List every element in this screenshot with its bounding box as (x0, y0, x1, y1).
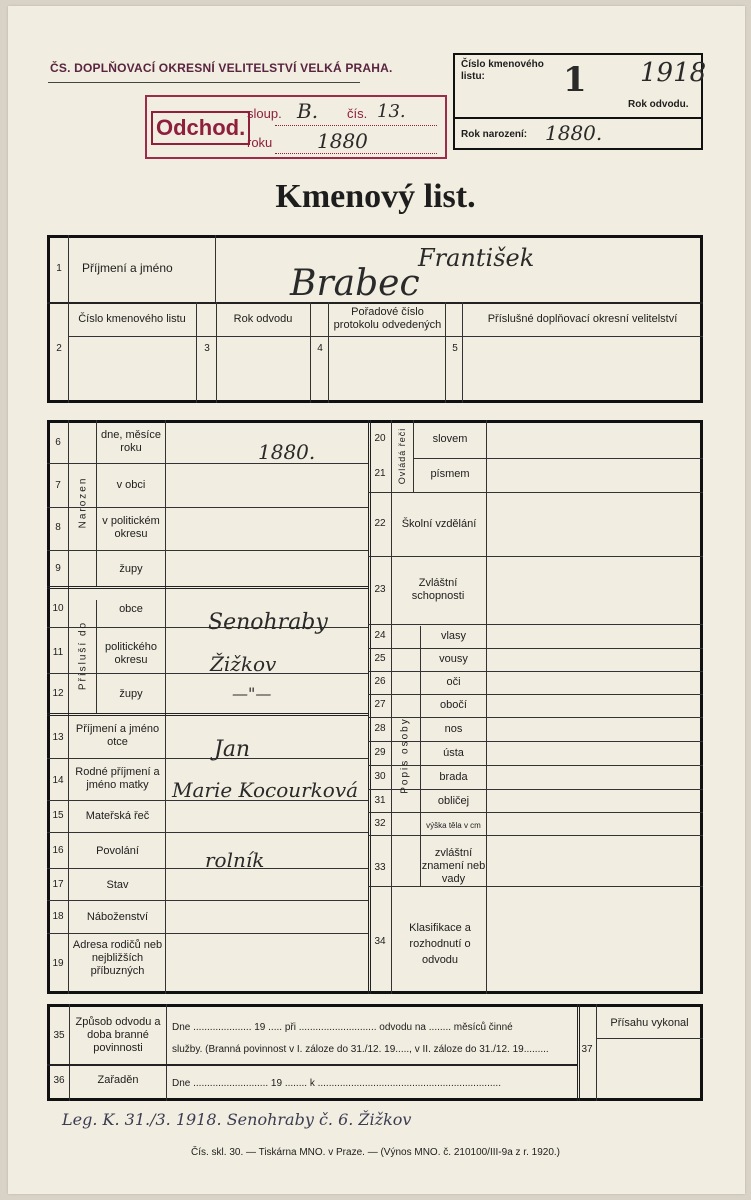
row-33-number: 33 (374, 862, 386, 873)
row-18-label: Náboženství (86, 911, 149, 923)
main-table-rule (413, 420, 414, 492)
row-8-number: 8 (55, 522, 61, 533)
row-35-number: 35 (53, 1030, 65, 1041)
group-popis: Popis osoby (399, 717, 411, 794)
row-31-label: obličej (437, 795, 470, 807)
row-36-number: 36 (53, 1075, 65, 1086)
stamp-cis-value: 13. (377, 101, 406, 122)
main-table-rule (47, 713, 368, 716)
row-27-label: obočí (440, 699, 467, 711)
row-10-label: obce (119, 603, 143, 615)
bottom-table-rule (596, 1038, 703, 1039)
row-26-number: 26 (374, 676, 386, 687)
row-13-label: Příjmení a jméno otce (75, 723, 160, 748)
row-15-label: Mateřská řeč (85, 810, 150, 822)
main-table-rule (368, 789, 703, 790)
row-6-value: 1880. (258, 440, 316, 464)
row-35-line-2: služby. (Branná povinnost v I. záloze do 31./12. 19....., v II. záloze do 31./12. 19......... (172, 1044, 549, 1055)
rok-odvodu-label: Rok odvodu. (628, 99, 689, 110)
row-32-number: 32 (374, 818, 386, 829)
row-1-label: Příjmení a jméno (82, 261, 173, 275)
row-35-line-1: Dne ..................... 19 ..... při ............................ odvodu na ........ měsíců činné (172, 1022, 513, 1033)
bottom-table-rule (69, 1004, 70, 1101)
row-21-number: 21 (374, 468, 386, 479)
row-30-label: brada (439, 771, 468, 783)
row-33-label: zvláštní znamení neb vady (421, 847, 486, 885)
main-table-rule (368, 671, 703, 672)
row-17-label: Stav (106, 879, 129, 891)
col-header-velitelstvi: Příslušné doplňovací okresní velitelství (487, 313, 678, 325)
cislo-listu-label: Číslo kmenového listu: (461, 59, 544, 82)
row-27-number: 27 (374, 699, 386, 710)
row-20-number: 20 (374, 433, 386, 444)
cislo-listu-value: 1 (563, 60, 587, 100)
row-25-label: vousy (439, 653, 468, 665)
main-table-rule (47, 933, 368, 934)
row-2-number: 2 (56, 343, 62, 354)
stamp-line (275, 125, 437, 126)
stamp-cis-label: čís. (347, 106, 368, 121)
main-table-rule (47, 586, 368, 589)
row-7-label: v obci (116, 479, 146, 491)
header-box-divider (453, 117, 703, 119)
main-table-rule (368, 624, 703, 625)
top-table-rule (68, 336, 703, 337)
main-table-rule (47, 673, 368, 674)
row-24-number: 24 (374, 630, 386, 641)
row-9-number: 9 (55, 563, 61, 574)
row-11-value: Žižkov (210, 652, 277, 676)
row-24-label: vlasy (440, 630, 467, 642)
row-37-number: 37 (581, 1044, 593, 1055)
row-9-label: župy (119, 563, 143, 575)
stamp-roku-label: roku (247, 135, 273, 150)
bottom-table-rule (166, 1004, 167, 1101)
row-13-number: 13 (52, 732, 64, 743)
row-12-value: —"— (232, 684, 272, 703)
row-6-label: dne, měsíce roku (101, 429, 161, 454)
row-37-label: Přísahu vykonal (610, 1017, 689, 1029)
row-26-label: oči (446, 676, 461, 688)
row-22-number: 22 (374, 518, 386, 529)
row-35-label: Způsob odvodu a doba branné povinnosti (75, 1016, 161, 1054)
main-table-rule (391, 420, 392, 994)
row-10-value: Senohraby (208, 610, 328, 635)
main-table-rule (368, 556, 703, 557)
main-table-rule (368, 694, 703, 695)
rok-narozeni-label: Rok narození: (461, 129, 528, 140)
given-name-value: František (418, 244, 535, 272)
row-8-label: v politickém okresu (102, 515, 160, 540)
group-narozen: Narozen (77, 476, 89, 529)
main-table-rule (368, 741, 703, 742)
row-28-label: nos (444, 723, 463, 735)
odchod-stamp (145, 95, 447, 159)
main-table-rule (368, 648, 703, 649)
main-table-rule (47, 758, 368, 759)
row-19-label: Adresa rodičů neb nejbližších příbuzných (72, 939, 163, 977)
row-16-label: Povolání (96, 845, 139, 857)
row-23-label: Zvláštní schopnosti (411, 577, 465, 602)
row-1-number: 1 (56, 263, 62, 274)
stamp-title: Odchod. (151, 111, 250, 145)
row-21-label: písmem (430, 468, 470, 480)
main-table-rule (368, 717, 703, 718)
row-12-number: 12 (52, 688, 64, 699)
row-13-value: Jan (214, 737, 251, 762)
col-header-poradove: Pořadové číslo protokolu odvedených (333, 306, 442, 331)
top-table-rule (196, 302, 197, 403)
bottom-table-rule (47, 1064, 578, 1066)
row-11-label: politického okresu (105, 641, 157, 666)
row-29-label: ústa (443, 747, 464, 759)
surname-value: Brabec (290, 263, 420, 304)
row-34-number: 34 (374, 936, 386, 947)
row-31-number: 31 (374, 795, 386, 806)
col-header-rok: Rok odvodu (233, 313, 293, 325)
main-table-rule (47, 550, 368, 551)
row-16-value: rolník (205, 848, 265, 872)
row-34-label: Klasifikace a rozhodnutí o odvodu (409, 922, 471, 966)
main-table-rule (368, 765, 703, 766)
row-3-number: 3 (204, 343, 210, 354)
office-underline (48, 82, 360, 83)
stamp-roku-value: 1880 (317, 129, 368, 153)
main-table-rule (413, 458, 703, 459)
office-name: ČS. DOPLŇOVACÍ OKRESNÍ VELITELSTVÍ VELKÁ PRAHA. (50, 61, 393, 75)
row-22-label: Školní vzdělání (401, 518, 477, 530)
stamp-sloup-value: B. (297, 99, 319, 123)
group-ovlada: Ovládá řeči (397, 427, 407, 485)
row-10-number: 10 (52, 603, 64, 614)
row-5-number: 5 (452, 343, 458, 354)
main-table-rule (47, 900, 368, 901)
row-30-number: 30 (374, 771, 386, 782)
main-table-rule (368, 812, 703, 813)
main-table-rule (47, 463, 368, 464)
row-6-number: 6 (55, 437, 61, 448)
main-table-rule (368, 835, 703, 836)
row-15-number: 15 (52, 810, 64, 821)
main-table-rule (47, 832, 368, 833)
main-table-rule (47, 507, 368, 508)
print-footer: Čís. skl. 30. — Tiskárna MNO. v Praze. — (Výnos MNO. č. 210100/III-9a z r. 1920.) (190, 1147, 560, 1158)
row-4-number: 4 (317, 343, 323, 354)
stamp-sloup-label: sloup. (247, 106, 282, 121)
row-28-number: 28 (374, 723, 386, 734)
row-14-value: Marie Kocourková (172, 778, 359, 802)
main-table-rule (368, 886, 703, 887)
row-14-number: 14 (52, 775, 64, 786)
row-32-label: výška těla v cm (426, 821, 481, 830)
row-17-number: 17 (52, 879, 64, 890)
row-7-number: 7 (55, 480, 61, 491)
row-12-label: župy (119, 688, 143, 700)
row-36-label: Zařaděn (97, 1074, 139, 1086)
handwritten-note: Leg. K. 31./3. 1918. Senohraby č. 6. Žižkov (62, 1110, 412, 1129)
row-18-number: 18 (52, 911, 64, 922)
row-23-number: 23 (374, 584, 386, 595)
row-20-label: slovem (432, 433, 468, 445)
rok-narozeni-value: 1880. (545, 121, 603, 145)
group-prislusi: Přísluší do (77, 620, 89, 691)
main-table-rule (368, 492, 703, 493)
row-19-number: 19 (52, 958, 64, 969)
row-36-line: Dne ........................... 19 ........ k .................................................................. (172, 1078, 501, 1089)
stamp-line (275, 153, 437, 154)
main-table-rule (486, 420, 487, 994)
top-table-rule (215, 235, 216, 302)
row-16-number: 16 (52, 845, 64, 856)
col-header-cislo: Číslo kmenového listu (78, 313, 186, 325)
row-11-number: 11 (52, 647, 64, 658)
page-title: Kmenový list. (275, 178, 476, 215)
row-29-number: 29 (374, 747, 386, 758)
rok-odvodu-value: 1918 (640, 58, 707, 88)
row-14-label: Rodné příjmení a jméno matky (75, 766, 160, 791)
row-25-number: 25 (374, 653, 386, 664)
